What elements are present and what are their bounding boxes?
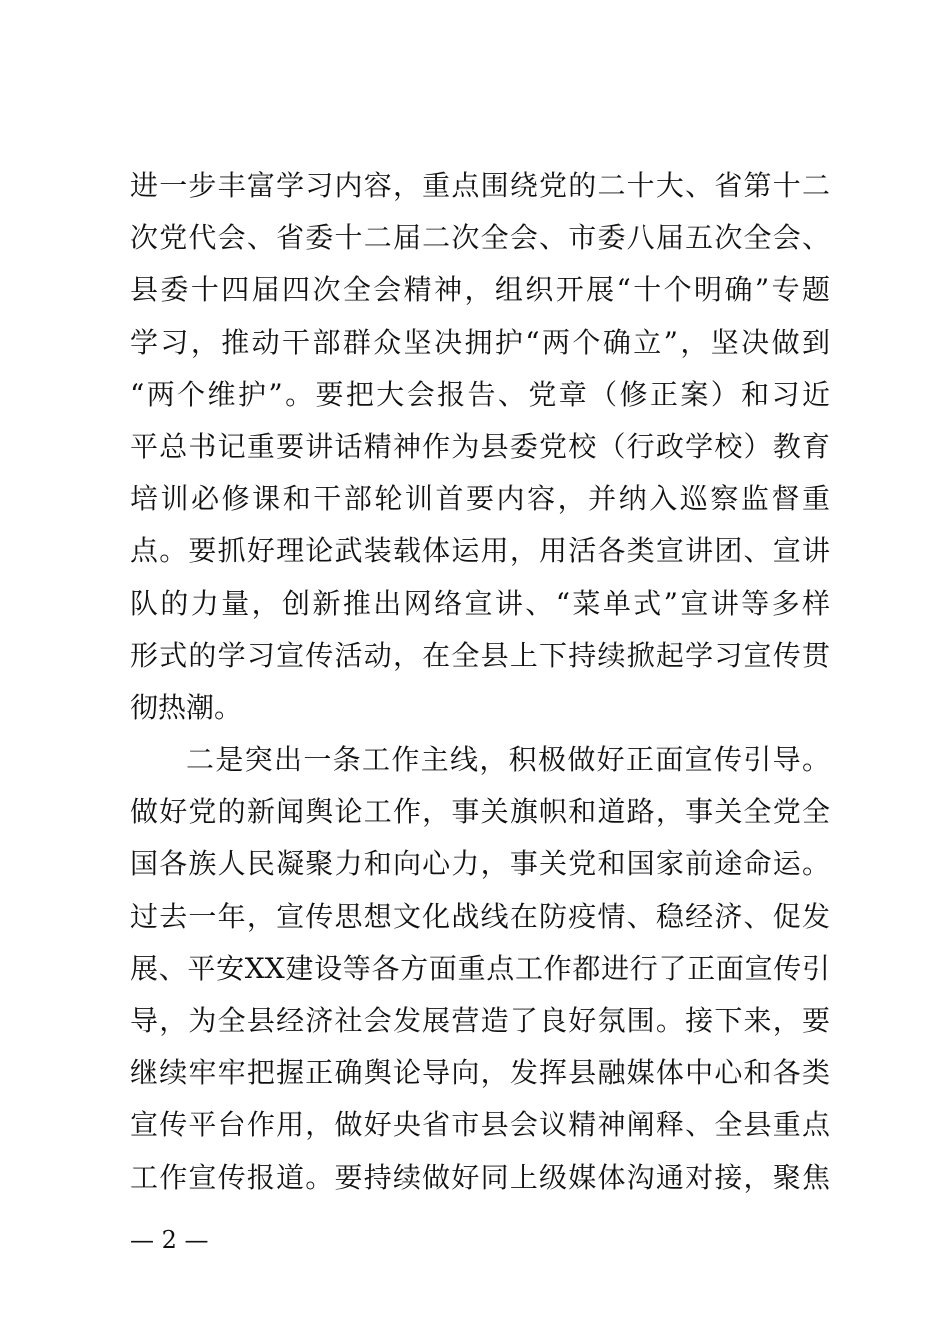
text-line: “两个维护”。要把大会报告、党章（修正案）和习近 <box>130 377 830 411</box>
text-line: 培训必修课和干部轮训首要内容，并纳入巡察监督重 <box>130 482 830 516</box>
text-line: 二是突出一条工作主线，积极做好正面宣传引导。 <box>186 743 830 777</box>
body-text <box>130 160 830 1204</box>
text-line: 彻热潮。 <box>130 690 243 724</box>
text-line: 导，为全县经济社会发展营造了良好氛围。接下来，要 <box>130 1004 830 1037</box>
text-line: 进一步丰富学习内容，重点围绕党的二十大、省第十二 <box>130 169 830 202</box>
page-number: — 2 — <box>130 1226 209 1254</box>
text-line: 学习，推动干部群众坚决拥护“两个确立”，坚决做到 <box>130 325 830 359</box>
paragraph-2 <box>130 734 830 1204</box>
text-line: 过去一年，宣传思想文化战线在防疫情、稳经济、促发 <box>130 899 830 933</box>
text-line: 国各族人民凝聚力和向心力，事关党和国家前途命运。 <box>130 847 830 881</box>
text-line: 点。要抓好理论武装载体运用，用活各类宣讲团、宣讲 <box>130 534 830 568</box>
text-line: 平总书记重要讲话精神作为县委党校（行政学校）教育 <box>130 429 830 463</box>
text-line: 形式的学习宣传活动，在全县上下持续掀起学习宣传贯 <box>130 638 830 672</box>
text-line: 展、平安XX建设等各方面重点工作都进行了正面宣传引 <box>130 951 830 985</box>
text-line: 次党代会、省委十二届二次全会、市委八届五次全会、 <box>130 221 830 255</box>
paragraph-1 <box>130 160 830 734</box>
text-line: 继续牢牢把握正确舆论导向，发挥县融媒体中心和各类 <box>130 1056 830 1090</box>
text-line: 队的力量，创新推出网络宣讲、“菜单式”宣讲等多样 <box>130 586 830 620</box>
text-line: 宣传平台作用，做好央省市县会议精神阐释、全县重点 <box>130 1108 830 1142</box>
text-line: 县委十四届四次全会精神，组织开展“十个明确”专题 <box>130 273 830 307</box>
text-line: 工作宣传报道。要持续做好同上级媒体沟通对接，聚焦 <box>130 1160 830 1194</box>
text-line: 做好党的新闻舆论工作，事关旗帜和道路，事关全党全 <box>130 795 830 829</box>
